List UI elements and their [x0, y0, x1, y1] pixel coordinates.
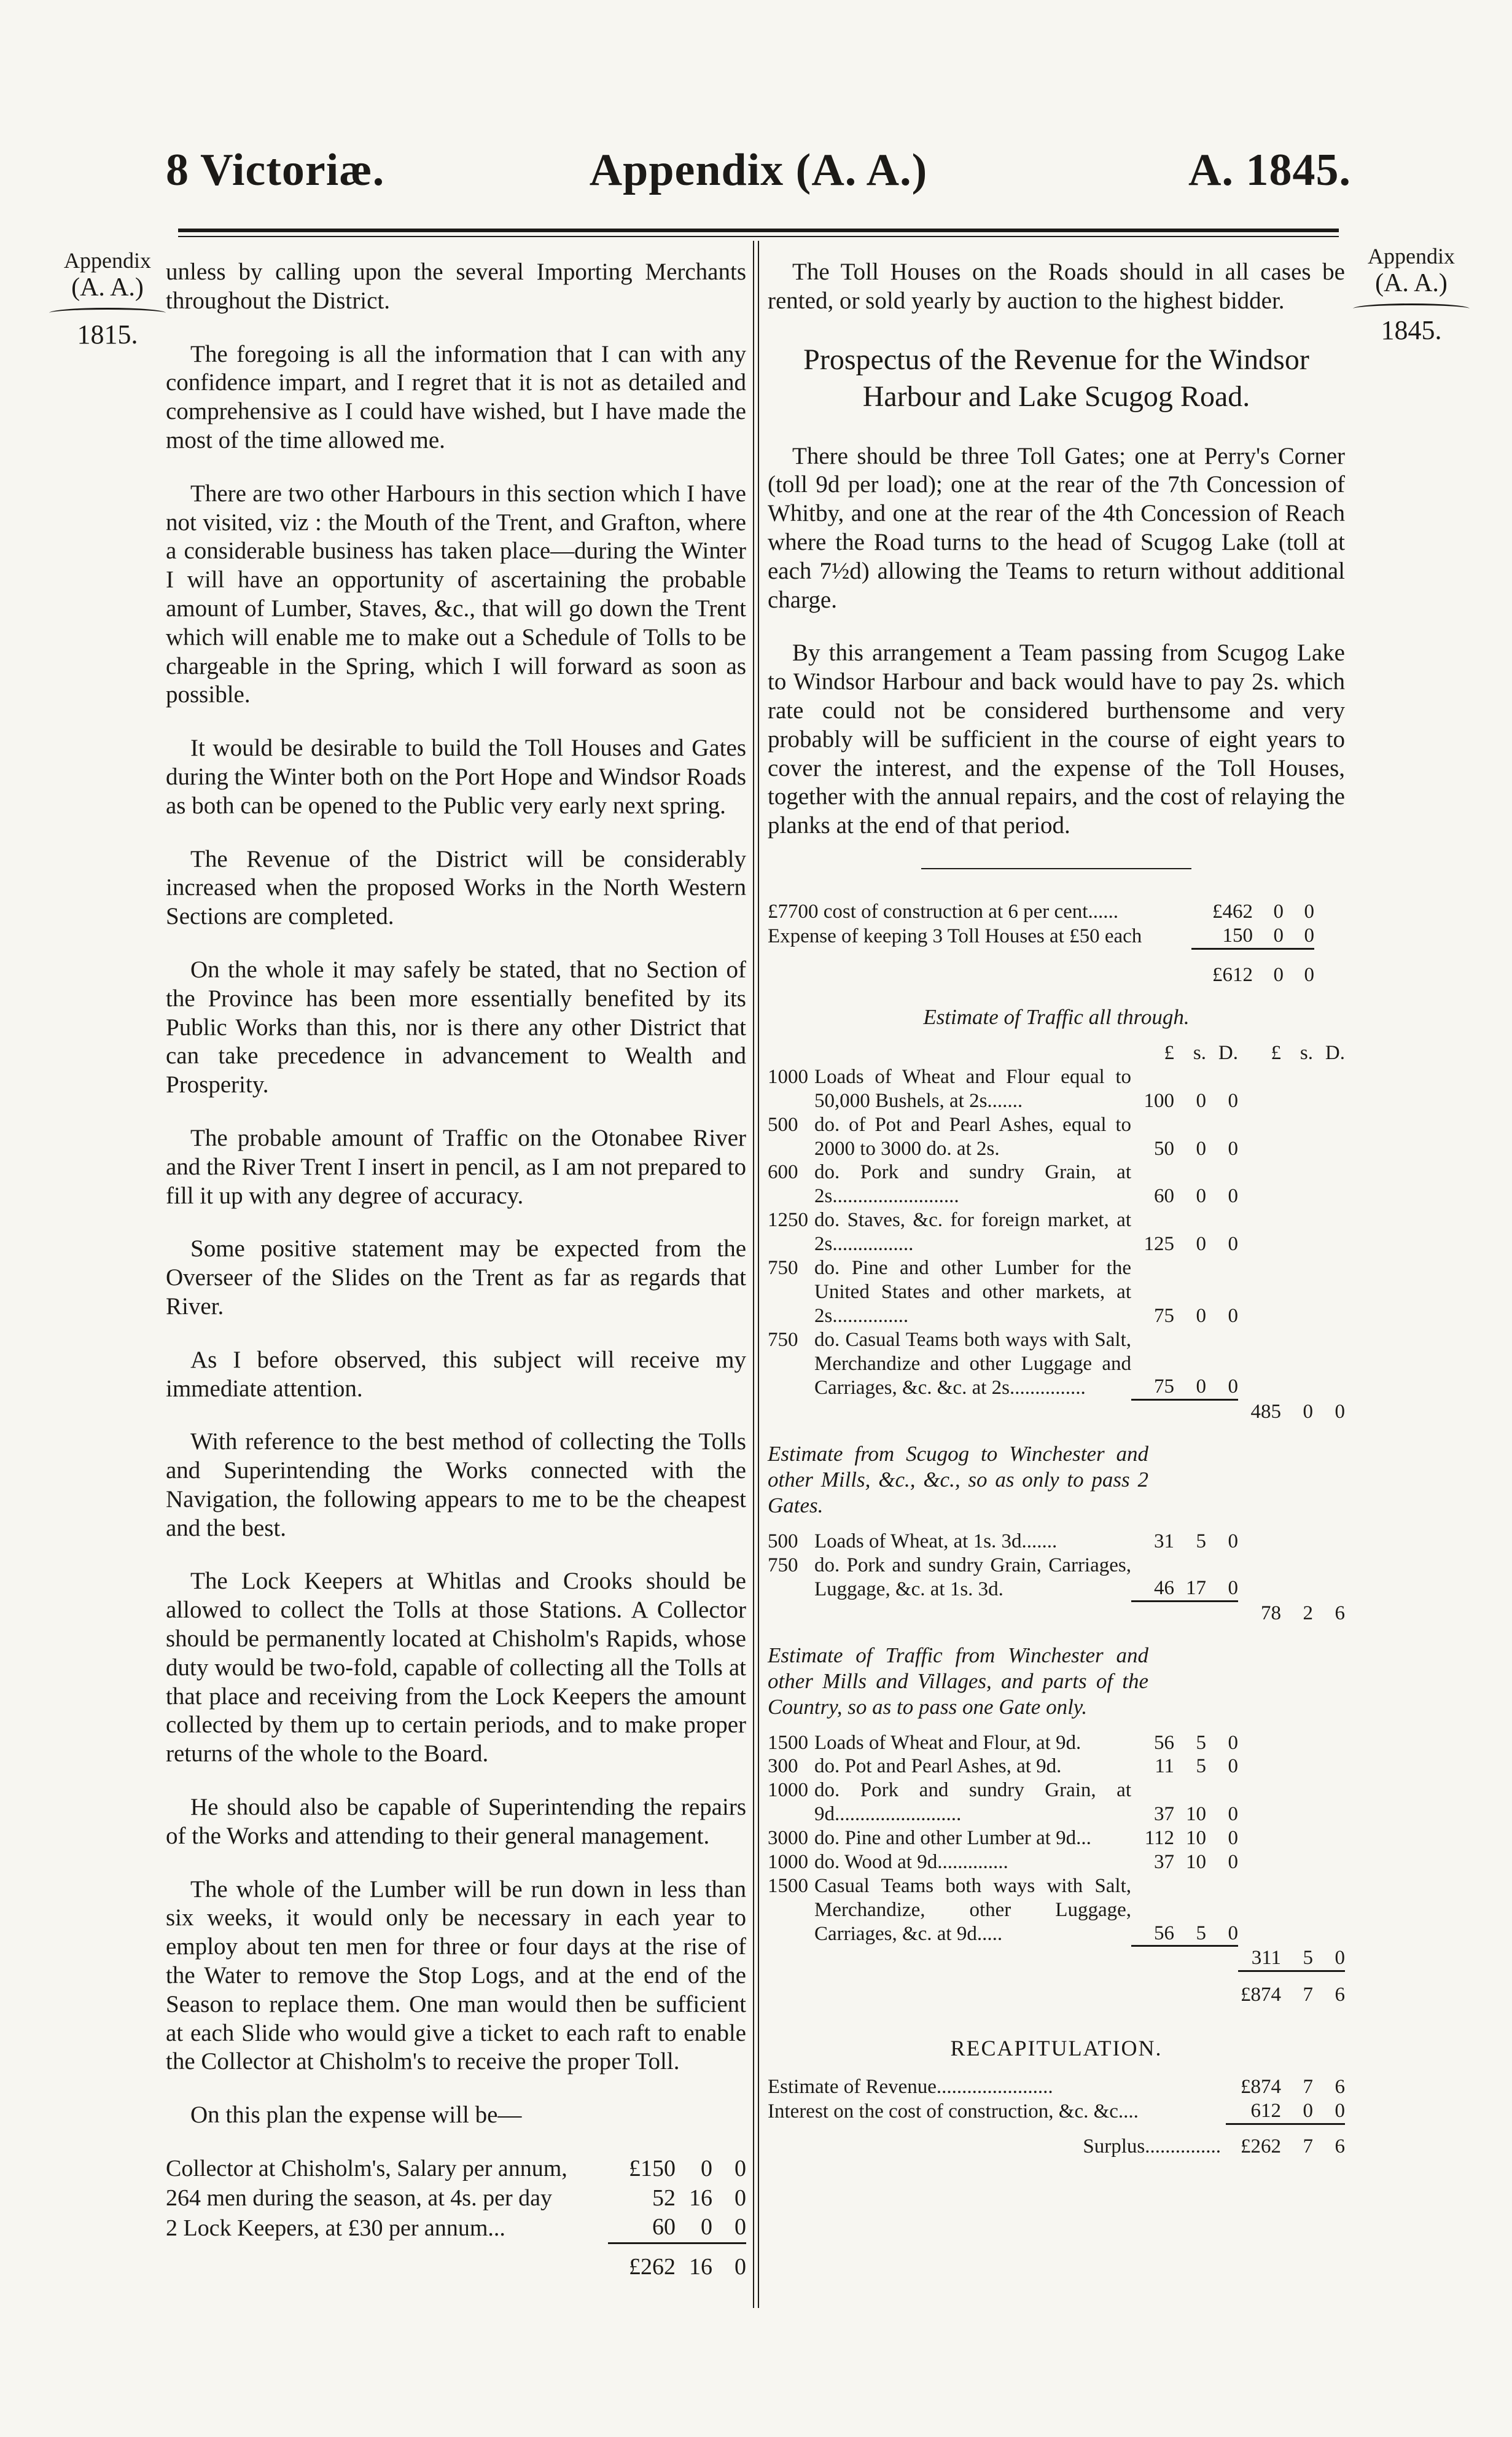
pence-cell: 0 [735, 2214, 746, 2240]
description-cell: Loads of Wheat and Flour, at 9d. [814, 1731, 1081, 1754]
description-cell: do. Pine and other Lumber for the United States and other markets, at 2s............... [814, 1257, 1131, 1328]
paragraph: Some positive statement may be expected from the Overseer of the Slides on the Trent as far as regards that River. [166, 1235, 746, 1320]
pounds-cell: 60 [652, 2214, 676, 2240]
shillings-cell: 10 [1186, 1803, 1206, 1826]
expense-label: Collector at Chisholm's, Salary per annum, [166, 2156, 567, 2182]
grand-total-pence: 6 [1313, 1971, 1345, 2006]
pounds-cell: £150 [629, 2156, 676, 2182]
pence-cell: 0 [1228, 1827, 1238, 1850]
pence-cell: 6 [1335, 2076, 1345, 2099]
margin-appendix-label: Appendix [64, 248, 151, 273]
margin-note-left [46, 249, 169, 350]
pounds-cell: 37 [1154, 1851, 1174, 1874]
margin-note-right [1350, 244, 1473, 345]
surplus-pounds: £262 [1226, 2124, 1281, 2158]
pounds-cell: 612 [1250, 2099, 1281, 2122]
shillings-cell: 16 [689, 2185, 712, 2211]
quantity-cell: 600 [768, 1161, 798, 1184]
quantity-cell: 750 [768, 1329, 798, 1351]
header-rule-thin [178, 236, 1339, 237]
subtotal-pence: 0 [1335, 1946, 1345, 1969]
pounds-cell: 46 [1154, 1577, 1174, 1600]
pounds-cell: 11 [1155, 1755, 1174, 1778]
traffic-row [768, 1554, 1345, 1602]
head-pence-2: D. [1325, 1041, 1345, 1064]
estimate-heading: Estimate of Traffic from Winchester and other Mills and Villages, and parts of the Country, so as to pass one Gate only. [768, 1643, 1148, 1719]
pence-cell: 0 [1228, 1755, 1238, 1778]
total-pence: 0 [712, 2243, 746, 2282]
description-cell: Casual Teams both ways with Salt, Merchandize, other Luggage, Carriages, &c. at 9d..... [814, 1875, 1131, 1946]
head-shillings: s. [1193, 1041, 1206, 1064]
header-session: 8 Victoriæ. [166, 145, 385, 195]
paragraph: The whole of the Lumber will be run down in less than six weeks, it would only be necessary in each year to employ about ten men for three or four days at the rise of the Water to remove the Stop Logs, and at the end of the Season to replace them. One man would then be sufficient at each Slide who would give a ticket to each raft to enable the Collector at Chisholm's to receive the proper Toll. [166, 1876, 746, 2075]
shillings-cell: 0 [1273, 924, 1284, 947]
pence-cell: 0 [1228, 1089, 1238, 1112]
recap-row [768, 2075, 1345, 2099]
subtotal-pounds: 485 [1250, 1400, 1281, 1423]
shillings-cell: 0 [701, 2214, 712, 2240]
paragraph: The probable amount of Traffic on the Otonabee River and the River Trent I insert in pencil, as I am not prepared to fill it up with any degree of accuracy. [166, 1124, 746, 1209]
paragraph: As I before observed, this subject will receive my immediate attention. [166, 1346, 746, 1402]
column-heads [768, 1041, 1345, 1065]
pence-cell: 0 [1228, 1375, 1238, 1398]
pounds-cell: 56 [1154, 1922, 1174, 1944]
shillings-cell: 0 [1196, 1305, 1206, 1328]
pence-cell: 0 [1228, 1137, 1238, 1160]
expense-row [166, 2213, 746, 2243]
pence-cell: 0 [1228, 1530, 1238, 1552]
shillings-cell: 0 [1303, 2099, 1313, 2122]
head-pence: D. [1218, 1041, 1238, 1064]
pounds-cell: 60 [1154, 1185, 1174, 1208]
shillings-cell: 0 [1196, 1233, 1206, 1256]
quantity-cell: 1250 [768, 1209, 808, 1232]
description-cell: do. Staves, &c. for foreign market, at 2s................ [814, 1209, 1131, 1256]
paragraph: The Revenue of the District will be considerably increased when the proposed Works in the North Western Sections are completed. [166, 845, 746, 930]
header-rule-thick [178, 229, 1339, 232]
traffic-row [768, 1256, 1345, 1328]
subtotal-shillings: 5 [1303, 1946, 1313, 1969]
section-title: Prospectus of the Revenue for the Windsor Harbour and Lake Scugog Road. [803, 343, 1309, 413]
margin-year: 1815. [77, 319, 138, 350]
recap-table [768, 2075, 1345, 2159]
description-cell: Loads of Wheat and Flour equal to 50,000 Bushels, at 2s....... [814, 1065, 1131, 1112]
paragraph: With reference to the best method of collecting the Tolls and Superintending the Works connected with the Navigation, the following appears to me to be the cheapest and the best. [166, 1428, 746, 1541]
quantity-cell: 1000 [768, 1851, 808, 1874]
quantity-cell: 1000 [768, 1779, 808, 1802]
total-shillings: 0 [1253, 949, 1284, 987]
brace-glyph [46, 302, 169, 320]
separator-rule [921, 868, 1191, 869]
shillings-cell: 10 [1186, 1851, 1206, 1874]
description-cell: do. Pork and sundry Grain, at 2s......................... [814, 1161, 1131, 1208]
pence-cell: 0 [1335, 2099, 1345, 2122]
surplus-shillings: 7 [1281, 2124, 1313, 2158]
right-column [768, 258, 1345, 2159]
traffic-row [768, 1208, 1345, 1256]
pounds-cell: 75 [1154, 1305, 1174, 1328]
paragraph: The Lock Keepers at Whitlas and Crooks should be allowed to collect the Tolls at those Stations. A Collector should be permanently located at Chisholm's Rapids, whose duty would be two-fold, capable of collecting all the Tolls at that place and receiving from the Lock Keepers the amount collected by them up to certain periods, and to make proper returns of the whole to the Board. [166, 1568, 746, 1767]
pounds-cell: 31 [1154, 1530, 1174, 1552]
head-shillings-2: s. [1300, 1041, 1313, 1064]
traffic-row [768, 1113, 1345, 1161]
estimate-heading: Estimate of Traffic all through. [923, 1004, 1190, 1029]
pence-cell: 0 [1228, 1305, 1238, 1328]
quantity-cell: 750 [768, 1257, 798, 1280]
shillings-cell: 5 [1196, 1530, 1206, 1552]
quantity-cell: 1500 [768, 1875, 808, 1898]
total-pounds: £262 [608, 2243, 676, 2282]
pence-cell: 0 [1228, 1233, 1238, 1256]
traffic-row [768, 1328, 1345, 1400]
pounds-cell: 50 [1154, 1137, 1174, 1160]
quantity-cell: 1500 [768, 1731, 808, 1754]
pence-cell: 0 [735, 2185, 746, 2211]
subtotal-row [768, 1602, 1345, 1625]
expense-label: 264 men during the season, at 4s. per day [166, 2185, 552, 2211]
header-year: A. 1845. [1188, 145, 1351, 195]
subtotal-pence: 6 [1335, 1602, 1345, 1624]
subtotal-row [768, 1946, 1345, 1971]
traffic-row [768, 1850, 1345, 1874]
margin-appendix-code: (A. A.) [1375, 268, 1448, 297]
margin-appendix-code: (A. A.) [71, 273, 144, 302]
paragraph: On this plan the expense will be— [190, 2102, 522, 2129]
paragraph: By this arrangement a Team passing from Scugog Lake to Windsor Harbour and back would have to pay 2s. which rate could not be considered burthensome and very probably will be sufficient in the course of eight years to cover the interest, and the expense of the Toll Houses, together with the annual repairs, and the cost of relaying the planks at the end of that period. [768, 640, 1345, 839]
margin-year: 1845. [1381, 315, 1442, 345]
pence-cell: 0 [1228, 1803, 1238, 1826]
cost-total-row [768, 949, 1345, 987]
surplus-row [768, 2124, 1345, 2158]
pence-cell: 0 [1304, 900, 1314, 923]
head-pounds-2: £ [1271, 1041, 1281, 1064]
description-cell: do. Wood at 9d.............. [814, 1851, 1008, 1874]
pounds-cell: 75 [1154, 1375, 1174, 1398]
shillings-cell: 0 [701, 2156, 712, 2182]
description-cell: do. Pine and other Lumber at 9d... [814, 1827, 1091, 1850]
paragraph: The Toll Houses on the Roads should in all cases be rented, or sold yearly by auction to the highest bidder. [768, 259, 1345, 314]
traffic-row [768, 1065, 1345, 1113]
pence-cell: 0 [1304, 924, 1314, 947]
shillings-cell: 5 [1196, 1731, 1206, 1754]
description-cell: do. Casual Teams both ways with Salt, Merchandize and other Luggage and Carriages, &c. &c. at 2s............... [814, 1329, 1131, 1399]
grand-total-row [768, 1971, 1345, 2006]
description-cell: do. of Pot and Pearl Ashes, equal to 2000 to 3000 do. at 2s. [814, 1113, 1131, 1160]
recap-row [768, 2099, 1345, 2124]
subtotal-pounds: 311 [1251, 1946, 1281, 1969]
pounds-cell: 150 [1222, 924, 1253, 947]
traffic-row [768, 1874, 1345, 1946]
grand-total-shillings: 7 [1281, 1971, 1313, 2006]
header-appendix: Appendix (A. A.) [589, 145, 928, 195]
expense-total-row [166, 2243, 746, 2282]
traffic-row [768, 1778, 1345, 1826]
pounds-cell: £462 [1212, 900, 1253, 923]
traffic-row [768, 1826, 1345, 1850]
traffic-row [768, 1754, 1345, 1778]
shillings-cell: 0 [1196, 1375, 1206, 1398]
pence-cell: 0 [1228, 1577, 1238, 1600]
shillings-cell: 0 [1196, 1089, 1206, 1112]
recapitulation-heading: RECAPITULATION. [950, 2035, 1163, 2060]
quantity-cell: 750 [768, 1554, 798, 1576]
column-divider-inner [758, 241, 759, 2308]
surplus-pence: 6 [1313, 2124, 1345, 2158]
cost-label: Expense of keeping 3 Toll Houses at £50 each [768, 925, 1142, 948]
paragraph: He should also be capable of Superintending the repairs of the Works and attending to their general management. [166, 1794, 746, 1849]
traffic-through-table [768, 1041, 1345, 1424]
quantity-cell: 300 [768, 1755, 798, 1778]
pounds-cell: 125 [1144, 1233, 1174, 1256]
subtotal-pence: 0 [1335, 1400, 1345, 1423]
shillings-cell: 0 [1196, 1137, 1206, 1160]
pounds-cell: 56 [1154, 1731, 1174, 1754]
margin-appendix-label: Appendix [1368, 244, 1455, 268]
pounds-cell: 37 [1154, 1803, 1174, 1826]
column-divider [753, 241, 754, 2308]
expense-label: 2 Lock Keepers, at £30 per annum... [166, 2215, 505, 2241]
subtotal-shillings: 0 [1303, 1400, 1313, 1423]
shillings-cell: 0 [1273, 900, 1284, 923]
pounds-cell: 112 [1144, 1827, 1174, 1850]
quantity-cell: 1000 [768, 1065, 808, 1088]
traffic-row [768, 1160, 1345, 1208]
pence-cell: 0 [1228, 1851, 1238, 1874]
scugog-table [768, 1530, 1345, 1625]
pence-cell: 0 [1228, 1185, 1238, 1208]
total-shillings: 16 [676, 2243, 712, 2282]
cost-label: £7700 cost of construction at 6 per cent...... [768, 900, 1118, 923]
paragraph: unless by calling upon the several Importing Merchants throughout the District. [166, 259, 746, 314]
total-pence: 0 [1284, 949, 1314, 987]
left-column [166, 258, 746, 2282]
shillings-cell: 10 [1186, 1827, 1206, 1850]
cost-row [768, 900, 1345, 924]
brace-glyph [1350, 297, 1473, 316]
pounds-cell: £874 [1241, 2076, 1281, 2099]
cost-row [768, 924, 1345, 949]
shillings-cell: 5 [1196, 1922, 1206, 1944]
subtotal-row [768, 1400, 1345, 1424]
estimate-heading: Estimate from Scugog to Winchester and other Mills, &c., &c., so as only to pass 2 Gates. [768, 1441, 1148, 1517]
paragraph: The foregoing is all the information that I can with any confidence impart, and I regret that it is not as detailed and comprehensive as I could have wished, but I have made the most of the time allowed me. [166, 340, 746, 453]
description-cell: Loads of Wheat, at 1s. 3d....... [814, 1530, 1058, 1552]
grand-total-pounds: £874 [1238, 1971, 1281, 2006]
pounds-cell: 100 [1144, 1089, 1174, 1112]
recap-label: Estimate of Revenue....................... [768, 2076, 1053, 2099]
recap-label: Interest on the cost of construction, &c. &c.... [768, 2100, 1139, 2123]
quantity-cell: 500 [768, 1113, 798, 1136]
subtotal-shillings: 2 [1303, 1602, 1313, 1624]
expense-table [166, 2154, 746, 2282]
traffic-row [768, 1530, 1345, 1554]
head-pounds: £ [1164, 1041, 1174, 1064]
shillings-cell: 5 [1196, 1755, 1206, 1778]
paragraph: There are two other Harbours in this section which I have not visited, viz : the Mouth of the Trent, and Grafton, where a considerable business has taken place—during the Winter I will have an opportunity of ascertaining the probable amount of Lumber, Staves, &c., that will go down the Trent which will enable me to make out a Schedule of Tolls to be chargeable in the Spring, which I will forward as soon as possible. [166, 480, 746, 708]
pence-cell: 0 [1228, 1922, 1238, 1944]
quantity-cell: 3000 [768, 1827, 808, 1850]
winchester-table [768, 1731, 1345, 2007]
traffic-row [768, 1731, 1345, 1755]
pence-cell: 0 [1228, 1731, 1238, 1754]
surplus-label: Surplus............... [1083, 2135, 1221, 2157]
expense-row [166, 2154, 746, 2184]
description-cell: do. Pork and sundry Grain, Carriages, Luggage, &c. at 1s. 3d. [814, 1554, 1131, 1600]
pounds-cell: 52 [652, 2185, 676, 2211]
paragraph: On the whole it may safely be stated, that no Section of the Province has been more essentially benefited by its Public Works than this, nor is there any other District that can take precedence in advancement to Wealth and Prosperity. [166, 956, 746, 1098]
pence-cell: 0 [735, 2156, 746, 2182]
description-cell: do. Pork and sundry Grain, at 9d......................... [814, 1779, 1131, 1826]
shillings-cell: 0 [1196, 1185, 1206, 1208]
paragraph: There should be three Toll Gates; one at Perry's Corner (toll 9d per load); one at the rear of the 7th Concession of Whitby, and one at the rear of the 4th Concession of Reach where the Road turns to the head of Scugog Lake (toll at each 7½d) allowing the Teams to return without additional charge. [768, 442, 1345, 613]
shillings-cell: 17 [1186, 1577, 1206, 1600]
shillings-cell: 7 [1303, 2076, 1313, 2099]
description-cell: do. Pot and Pearl Ashes, at 9d. [814, 1755, 1062, 1778]
paragraph: It would be desirable to build the Toll Houses and Gates during the Winter both on the Port Hope and Windsor Roads as both can be opened to the Public very early next spring. [166, 735, 746, 819]
subtotal-pounds: 78 [1261, 1602, 1281, 1624]
cost-table [768, 900, 1345, 987]
quantity-cell: 500 [768, 1530, 798, 1552]
total-pounds: £612 [1191, 949, 1253, 987]
page-header [166, 144, 1351, 212]
expense-row [166, 2184, 746, 2213]
